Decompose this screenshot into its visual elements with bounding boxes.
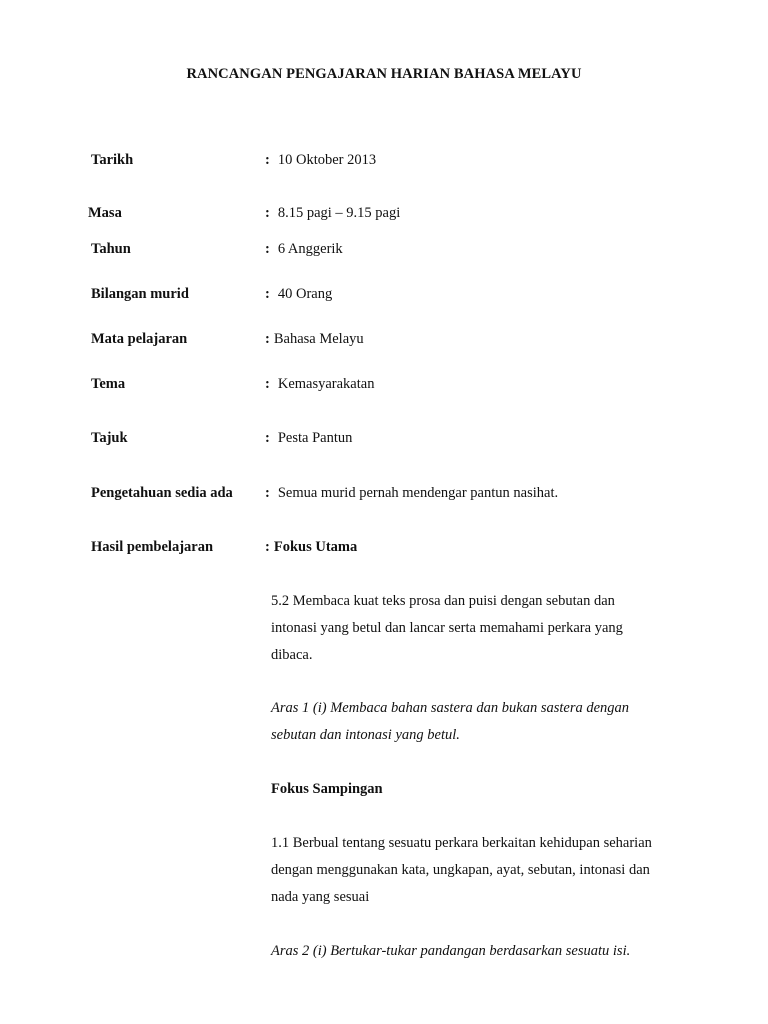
field-label-learning-outcome: Hasil pembelajaran xyxy=(91,539,214,555)
field-label-subject: Mata pelajaran xyxy=(91,331,188,347)
field-value-subject-row xyxy=(265,331,364,348)
field-label-topic: Tajuk xyxy=(91,430,128,446)
paragraph-line: Aras 2 (i) Bertukar-tukar pandangan berdasarkan sesuatu isi. xyxy=(271,943,631,959)
field-value-prior-knowledge: Semua murid pernah mendengar pantun nasihat. xyxy=(277,485,559,501)
field-value-student-count: 40 Orang xyxy=(277,286,333,302)
main-focus-heading: Fokus Utama xyxy=(273,539,358,555)
colon: : xyxy=(265,286,270,302)
field-value-date-row xyxy=(265,152,376,169)
colon: : xyxy=(265,331,270,347)
paragraph-line: dengan menggunakan kata, ungkapan, ayat, sebutan, intonasi dan xyxy=(271,862,650,878)
main-level-paragraph xyxy=(271,695,691,749)
paragraph-line: intonasi yang betul dan lancar serta memahami perkara yang xyxy=(271,620,623,636)
paragraph-line: nada yang sesuai xyxy=(271,889,370,905)
side-focus-heading: Fokus Sampingan xyxy=(271,781,383,797)
field-value-time: 8.15 pagi – 9.15 pagi xyxy=(277,205,401,221)
paragraph-line: 5.2 Membaca kuat teks prosa dan puisi dengan sebutan dan xyxy=(271,593,615,609)
colon: : xyxy=(265,241,270,257)
field-label-prior-knowledge: Pengetahuan sedia ada xyxy=(91,485,233,501)
main-standard-paragraph xyxy=(271,588,691,669)
document-title: RANCANGAN PENGAJARAN HARIAN BAHASA MELAYU xyxy=(186,66,582,82)
field-label-date: Tarikh xyxy=(91,152,134,168)
side-level-paragraph xyxy=(271,938,691,965)
field-label-student-count: Bilangan murid xyxy=(91,286,189,302)
paragraph-line: dibaca. xyxy=(271,647,313,663)
paragraph-line: sebutan dan intonasi yang betul. xyxy=(271,727,460,743)
colon: : xyxy=(265,205,270,221)
field-value-class: 6 Anggerik xyxy=(277,241,343,257)
field-label-time: Masa xyxy=(88,205,122,221)
field-value-learning-outcome-row xyxy=(265,539,357,556)
side-standard-paragraph xyxy=(271,830,691,911)
field-label-class: Tahun xyxy=(91,241,131,257)
colon: : xyxy=(265,485,270,501)
field-label-theme: Tema xyxy=(91,376,126,392)
paragraph-line: 1.1 Berbual tentang sesuatu perkara berkaitan kehidupan seharian xyxy=(271,835,652,851)
field-value-topic: Pesta Pantun xyxy=(277,430,353,446)
field-value-theme-row xyxy=(265,376,374,393)
paragraph-line: Aras 1 (i) Membaca bahan sastera dan bukan sastera dengan xyxy=(271,700,630,716)
colon: : xyxy=(265,152,270,168)
field-value-subject: Bahasa Melayu xyxy=(273,331,364,347)
field-value-student-count-row xyxy=(265,286,332,303)
colon: : xyxy=(265,376,270,392)
field-value-topic-row xyxy=(265,430,352,447)
field-value-date: 10 Oktober 2013 xyxy=(277,152,377,168)
field-value-class-row xyxy=(265,241,343,258)
colon: : xyxy=(265,430,270,446)
field-value-time-row xyxy=(265,205,400,222)
field-value-theme: Kemasyarakatan xyxy=(277,376,375,392)
field-value-prior-knowledge-row xyxy=(265,485,558,502)
colon: : xyxy=(265,539,270,555)
